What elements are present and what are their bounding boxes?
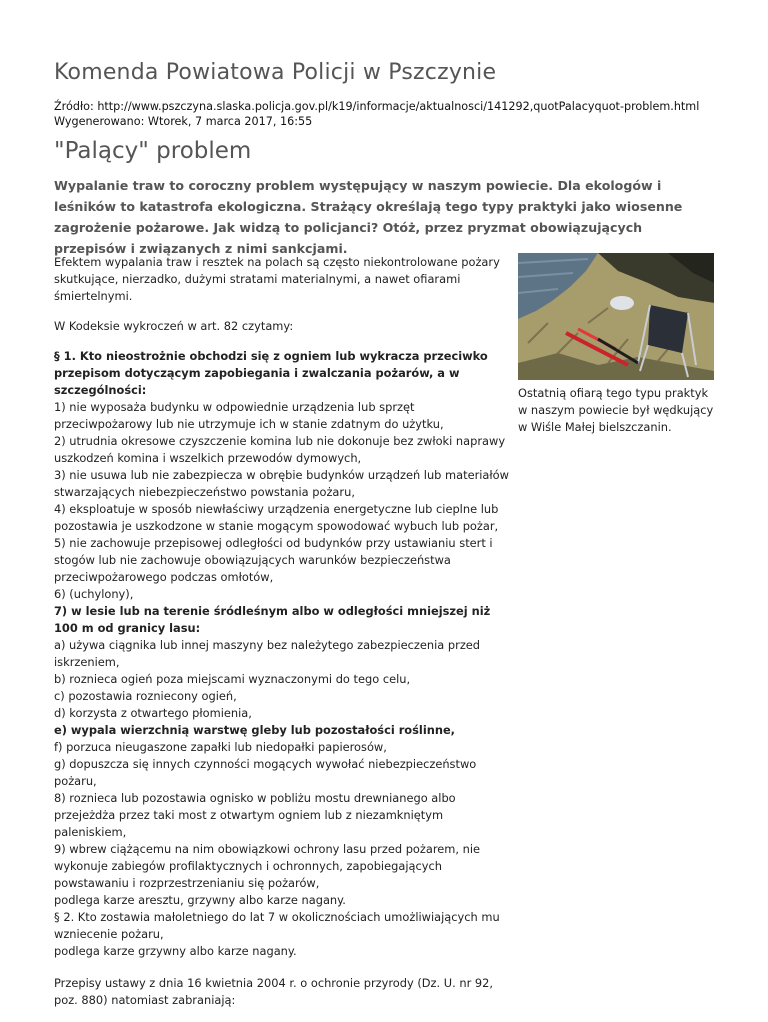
- law-line: 5) nie zachowuje przepisowej odległości od budynków przy ustawianiu stert i stogów lub nie zachowuje obowiązujących warunków bezpieczeństwa przeciwpożarowego podczas omłotów,: [54, 536, 493, 584]
- law-line: 9) wbrew ciążącemu na nim obowiązkowi ochrony lasu przed pożarem, nie wykonuje zabiegów profilaktycznych i ochronnych, zapobiegających powstawaniu i rozprzestrzenianiu się pożarów,: [54, 842, 481, 890]
- law-line: f) porzuca nieugaszone zapałki lub niedopałki papierosów,: [54, 740, 387, 754]
- law-line: 7) w lesie lub na terenie śródleśnym albo w odległości mniejszej niż 100 m od granicy lasu:: [54, 604, 491, 635]
- law-line: 6) (uchylony),: [54, 587, 134, 601]
- article-title: "Palący" problem: [54, 138, 252, 164]
- law-line: 1) nie wyposaża budynku w odpowiednie urządzenia lub sprzęt przeciwpożarowy lub nie utrzymuje ich w stanie zdatnym do użytku,: [54, 400, 444, 431]
- outro-paragraph: Przepisy ustawy z dnia 16 kwietnia 2004 r. o ochronie przyrody (Dz. U. nr 92, poz. 880) natomiast zabraniają:: [54, 976, 493, 1007]
- law-line: § 1. Kto nieostrożnie obchodzi się z ogniem lub wykracza przeciwko przepisom dotyczącym zapobiegania i zwalczania pożarów, a w szczególności:: [54, 349, 488, 397]
- law-line: podlega karze aresztu, grzywny albo karze nagany.: [54, 893, 346, 907]
- article-body: [54, 254, 516, 1022]
- law-line: a) używa ciągnika lub innej maszyny bez należytego zabezpieczenia przed iskrzeniem,: [54, 638, 481, 669]
- document-meta: [54, 99, 699, 129]
- law-line: podlega karze grzywny albo karze nagany.: [54, 944, 297, 958]
- law-text: [54, 348, 516, 960]
- article-lead: Wypalanie traw to coroczny problem występujący w naszym powiecie. Dla ekologów i leśników to katastrofa ekologiczna. Strażący określają tego typy praktyki jako wiosenne zagrożenie pożarowe. Jak widzą to policjanci? Otóż, przez pryzmat obowiązujących przepisów i związanych z nimi sankcjami.: [54, 178, 683, 256]
- law-line: d) korzysta z otwartego płomienia,: [54, 706, 252, 720]
- law-line: b) roznieca ogień poza miejscami wyznaczonymi do tego celu,: [54, 672, 411, 686]
- source-line: Źródło: http://www.pszczyna.slaska.policja.gov.pl/k19/informacje/aktualnosci/141292,quotPalacyquot-problem.html: [54, 100, 700, 113]
- law-line: 2) utrudnia okresowe czyszczenie komina lub nie dokonuje bez zwłoki naprawy uszkodzeń komina i wszelkich przewodów dymowych,: [54, 434, 506, 465]
- law-line: 4) eksploatuje w sposób niewłaściwy urządzenia energetyczne lub cieplne lub pozostawia je uszkodzone w stanie mogącym spowodować wybuch lub pożar,: [54, 502, 499, 533]
- photo-caption: Ostatnią ofiarą tego typu praktyk w naszym powiecie był wędkujący w Wiśle Małej bielszczanin.: [518, 386, 714, 434]
- code-reference-paragraph: W Kodeksie wykroczeń w art. 82 czytamy:: [54, 319, 294, 333]
- intro-paragraph: Efektem wypalania traw i resztek na polach są często niekontrolowane pożary skutkujące, nierzadko, dużymi stratami materialnymi, a nawet ofiarami śmiertelnymi.: [54, 255, 500, 303]
- law-line: 3) nie usuwa lub nie zabezpiecza w obrębie budynków urządzeń lub materiałów stwarzających niebezpieczeństwo powstania pożaru,: [54, 468, 509, 499]
- law-line: 8) roznieca lub pozostawia ognisko w pobliżu mostu drewnianego albo przejeżdża przez taki most z otwartym ogniem lub z niezamkniętym paleniskiem,: [54, 791, 456, 839]
- site-title: Komenda Powiatowa Policji w Pszczynie: [54, 60, 497, 85]
- law-line: g) dopuszcza się innych czynności mogących wywołać niebezpieczeństwo pożaru,: [54, 757, 477, 788]
- generated-line: Wygenerowano: Wtorek, 7 marca 2017, 16:55: [54, 115, 313, 128]
- law-line: § 2. Kto zostawia małoletniego do lat 7 w okolicznościach umożliwiających mu wzniecenie pożaru,: [54, 910, 500, 941]
- law-line: e) wypala wierzchnią warstwę gleby lub pozostałości roślinne,: [54, 723, 455, 737]
- law-line: c) pozostawia rozniecony ogień,: [54, 689, 237, 703]
- article-photo: [518, 253, 714, 380]
